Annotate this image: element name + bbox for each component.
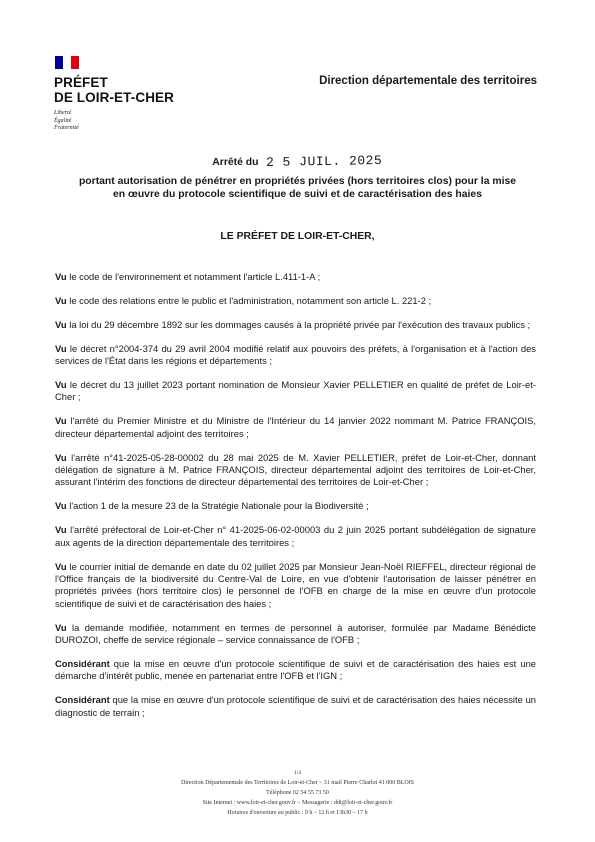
paragraph-lead: Vu [55, 379, 67, 391]
footer-hours: Horaires d'ouverture au public : 9 h – 12 h et 13h30 – 17 h [227, 810, 368, 816]
visa-paragraph [55, 343, 536, 368]
visa-paragraph [55, 415, 536, 440]
paragraph-text: l'action 1 de la mesure 23 de la Stratégie Nationale pour la Biodiversité ; [66, 500, 369, 512]
footer-address: Direction Départementale des Territoires de Loir-et-Cher – 31 mail Pierre Charlot 41 000 BLOIS [180, 780, 415, 786]
paragraph-lead: Vu [55, 294, 67, 306]
paragraph-lead: Vu [55, 451, 67, 463]
paragraph-lead: Vu [55, 560, 67, 572]
footer-web: Site Internet : www.loir-et-cher.gouv.fr – Messagerie : ddt@loir-et-cher.gouv.fr [202, 800, 393, 806]
visa-paragraph [55, 694, 536, 719]
paragraph-text: la demande modifiée, notamment en termes de personnel à autoriser, formulée par Madame Bénédicte DUROZOI, cheffe de service régionale – service connaissance de l'OFB ; [55, 621, 536, 646]
paragraph-text: que la mise en œuvre d'un protocole scientifique de suivi et de caractérisation des haies est une démarche d'intérêt public, menée en partenariat entre l'OFB et l'IGN ; [55, 658, 536, 682]
flag-blue-stripe [55, 56, 63, 69]
motto-liberte: Liberté [54, 110, 72, 116]
arrete-title [0, 152, 595, 171]
paragraph-text: l'arrêté du Premier Ministre et du Ministre de l'Intérieur du 14 janvier 2022 nommant M. Patrice FRANÇOIS, directeur départemental adjoint des territoires ; [55, 415, 536, 439]
visa-paragraph [55, 295, 536, 307]
visa-paragraph [55, 500, 536, 512]
flag-red-stripe [71, 56, 79, 69]
paragraph-lead: Vu [55, 621, 67, 633]
paragraph-lead: Considérant [55, 658, 110, 670]
page-number: 1/4 [293, 770, 302, 776]
visa-paragraph [55, 524, 536, 549]
prefet-title-line1: PRÉFET [54, 75, 108, 90]
motto-fraternite: Fraternité [54, 125, 79, 131]
paragraph-text: le code de l'environnement et notamment l'article L.411-1-A ; [66, 271, 321, 282]
visa-paragraph [55, 452, 536, 489]
paragraph-lead: Vu [55, 271, 67, 282]
marianne-flag-icon [55, 56, 79, 69]
republic-motto [54, 110, 174, 133]
paragraph-text: l'arrêté n°41-2025-05-28-00002 du 28 mai 2025 de M. Xavier PELLETIER, préfet de Loir-et-Cher, donnant délégation de signature à M. Patrice FRANÇOIS, directeur départemental adjoint des territoires de Loir-et-Cher, assurant l'intérim des fonctions de directeur départemental des territoires de Loir-et-Cher ; [55, 451, 536, 488]
visa-paragraph [55, 622, 536, 647]
visa-paragraph [55, 271, 536, 283]
paragraph-text: le code des relations entre le public et l'administration, notamment son article L. 221-2 ; [66, 294, 432, 306]
flag-white-stripe [63, 56, 71, 69]
direction-name: Direction départementale des territoires [319, 75, 537, 87]
paragraph-text: le décret du 13 juillet 2023 portant nomination de Monsieur Xavier PELLETIER en qualité de préfet de Loir-et-Cher ; [55, 379, 536, 403]
motto-egalite: Égalité [54, 117, 72, 124]
visa-paragraph [55, 561, 536, 611]
paragraph-text: le courrier initial de demande en date du 02 juillet 2025 par Monsieur Jean-Noël RIEFFEL, directeur régional de l'Office français de la biodiversité du Centre-Val de Loire, en vue d'obtenir l'autorisation de laisser pénétrer en propriétés privées (hors territoire clos) le personnel de l'OFB en charge de la mise en œuvre d'un protocole scientifique de suivi et de caractérisation des haies ; [55, 560, 536, 609]
paragraph-text: l'arrêté préfectoral de Loir-et-Cher n° 41-2025-06-02-00003 du 2 juin 2025 portant subdélégation de signature aux agents de la direction départementale des territoires ; [55, 524, 536, 548]
paragraph-text: le décret n°2004-374 du 29 avril 2004 modifié relatif aux pouvoirs des préfets, à l'organisation et à l'action des services de l'État dans les régions et départements ; [55, 342, 536, 367]
paragraph-lead: Vu [55, 500, 67, 512]
handwritten-date-stamp: 2 5 JUIL. 2025 [266, 152, 383, 171]
arrete-label: Arrêté du [212, 157, 259, 168]
paragraph-text: que la mise en œuvre d'un protocole scientifique de suivi et de caractérisation des haies nécessite un diagnostic de terrain ; [55, 694, 536, 718]
visa-paragraph [55, 319, 536, 331]
arrete-subject-line2: en œuvre du protocole scientifique de suivi et de caractérisation des haies [113, 189, 482, 200]
arrete-subject-line1: portant autorisation de pénétrer en propriétés privées (hors territoires clos) pour la mise [78, 176, 517, 187]
paragraph-lead: Vu [55, 342, 67, 354]
paragraph-lead: Vu [55, 318, 67, 330]
document-body [55, 271, 536, 731]
paragraph-lead: Considérant [55, 694, 110, 706]
paragraph-lead: Vu [55, 415, 67, 427]
page-footer [0, 768, 595, 818]
prefecture-logo [54, 56, 174, 133]
prefet-title-line2: DE LOIR-ET-CHER [54, 90, 175, 105]
prefet-heading: LE PRÉFET DE LOIR-ET-CHER, [220, 231, 375, 242]
paragraph-text: la loi du 29 décembre 1892 sur les dommages causés à la propriété privée par l'exécution des travaux publics ; [66, 318, 531, 330]
footer-phone: Téléphone 02 54 55 73 50 [266, 790, 329, 796]
visa-paragraph [55, 658, 536, 683]
visa-paragraph [55, 379, 536, 404]
paragraph-lead: Vu [55, 524, 67, 536]
